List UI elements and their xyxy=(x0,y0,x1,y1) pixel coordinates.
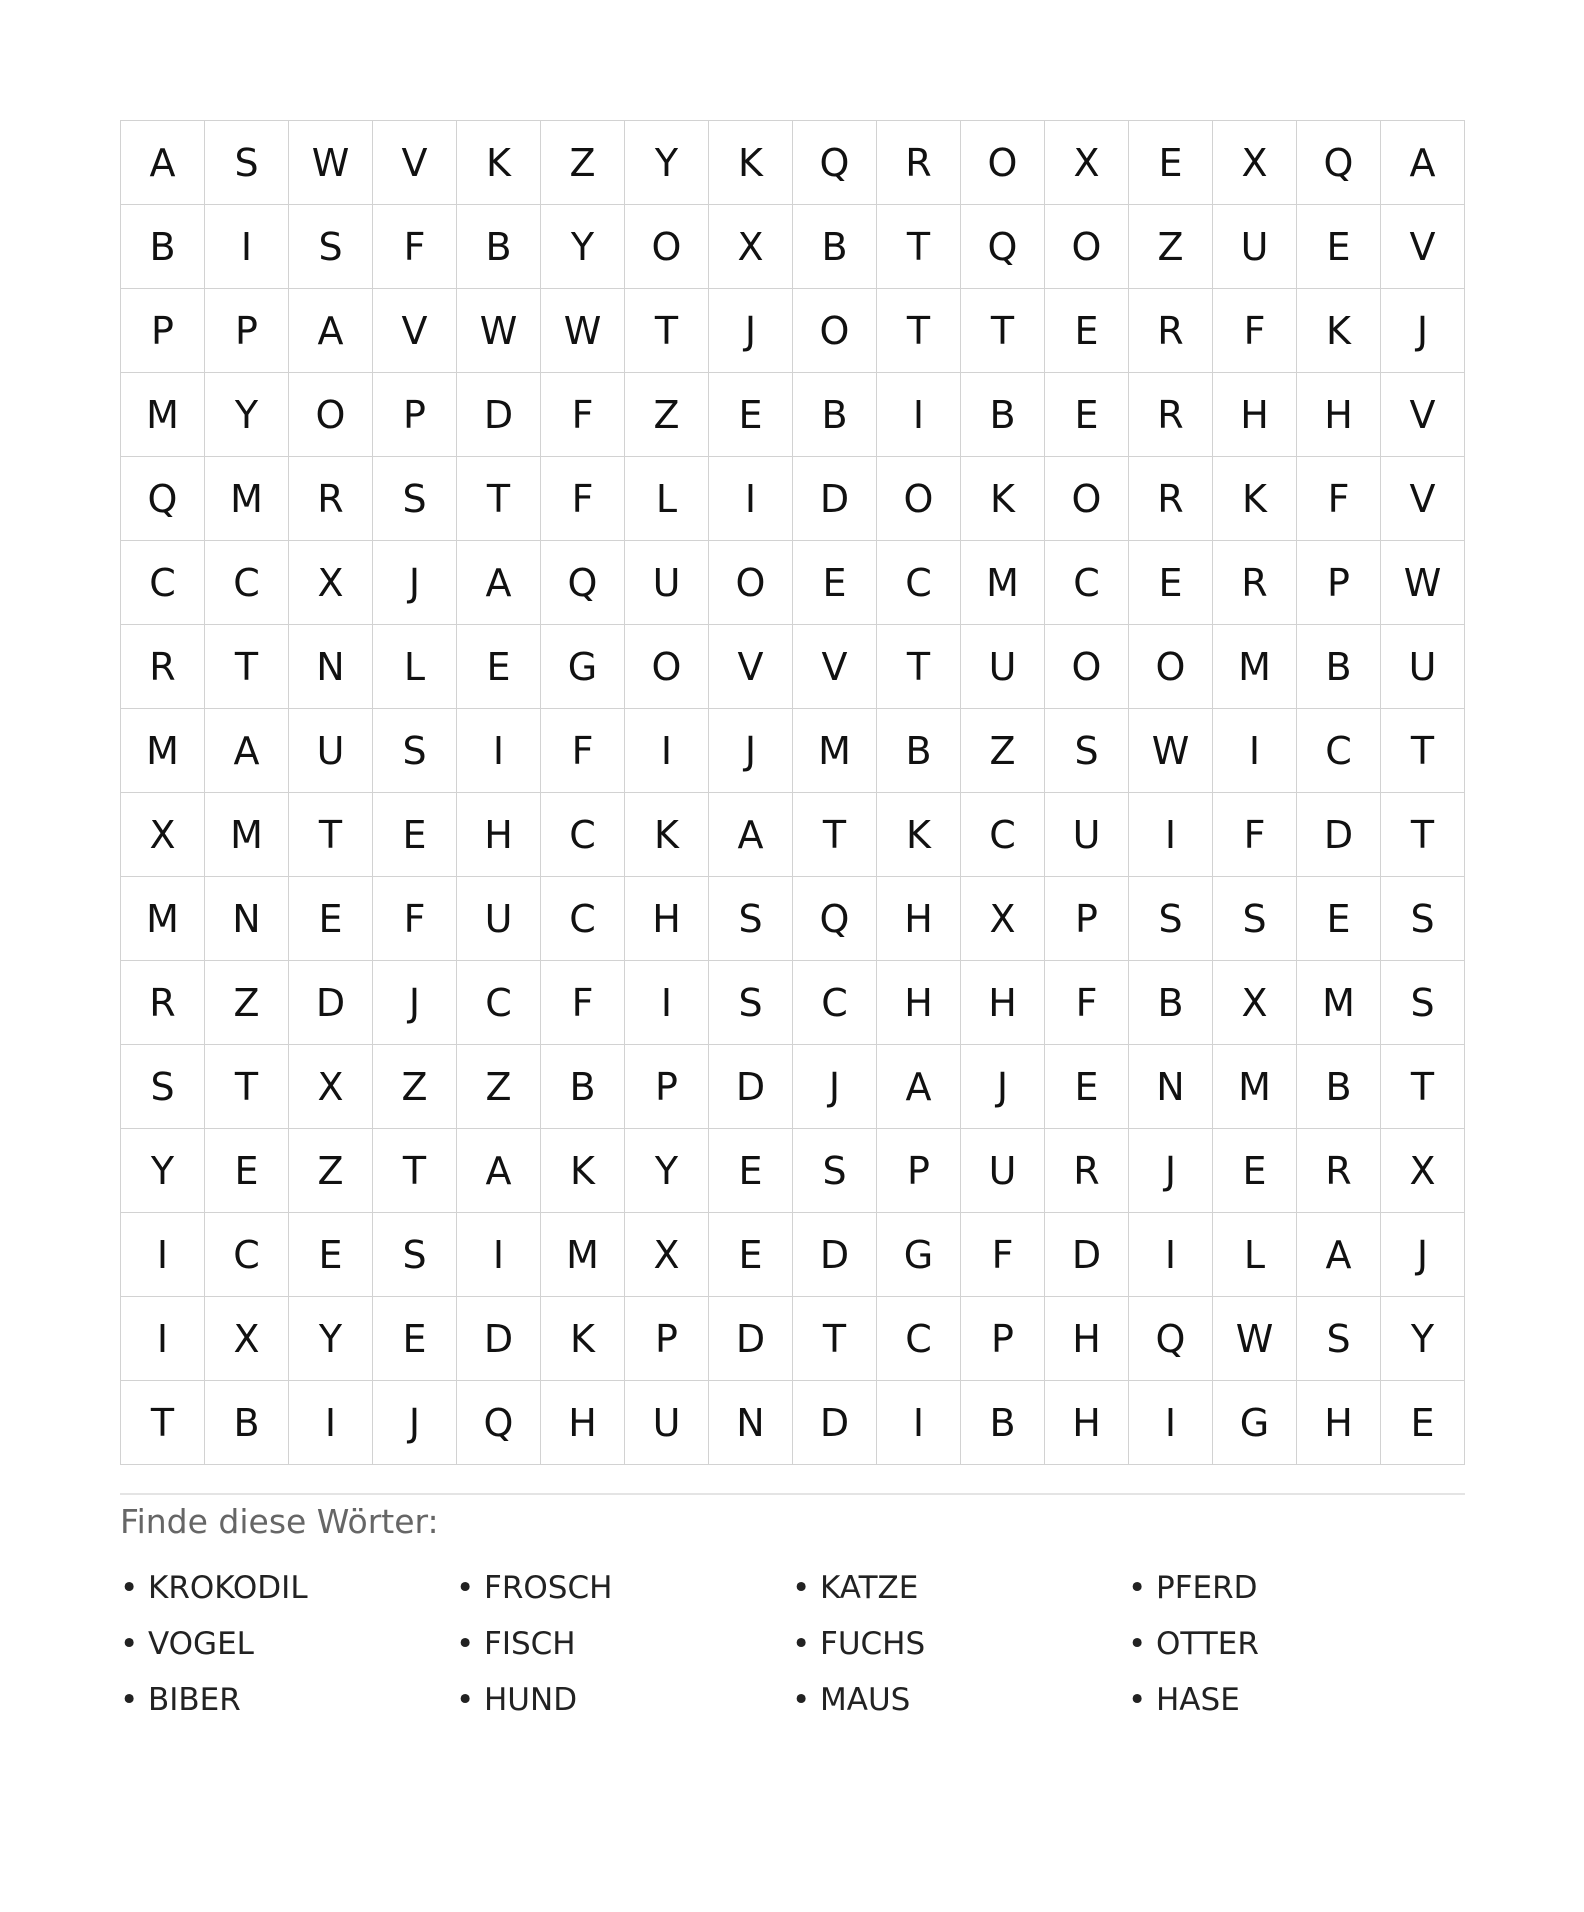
grid-cell[interactable]: P xyxy=(205,289,289,373)
grid-cell[interactable]: S xyxy=(289,205,373,289)
grid-cell[interactable]: Y xyxy=(625,121,709,205)
grid-cell[interactable]: W xyxy=(541,289,625,373)
grid-cell[interactable]: B xyxy=(961,1381,1045,1465)
grid-cell[interactable]: M xyxy=(205,793,289,877)
word-label: BIBER xyxy=(148,1682,241,1718)
grid-cell[interactable]: X xyxy=(205,1297,289,1381)
grid-cell[interactable]: V xyxy=(1381,373,1465,457)
grid-cell[interactable]: U xyxy=(289,709,373,793)
grid-cell[interactable]: F xyxy=(1045,961,1129,1045)
grid-cell[interactable]: J xyxy=(373,541,457,625)
grid-cell[interactable]: N xyxy=(205,877,289,961)
grid-cell[interactable]: F xyxy=(1213,793,1297,877)
grid-cell[interactable]: O xyxy=(793,289,877,373)
grid-cell[interactable]: C xyxy=(1297,709,1381,793)
grid-cell[interactable]: S xyxy=(1381,961,1465,1045)
grid-cell[interactable]: B xyxy=(961,373,1045,457)
grid-cell[interactable]: H xyxy=(877,877,961,961)
grid-cell[interactable]: D xyxy=(1297,793,1381,877)
grid-cell[interactable]: Q xyxy=(457,1381,541,1465)
grid-cell[interactable]: W xyxy=(1129,709,1213,793)
grid-cell[interactable]: N xyxy=(709,1381,793,1465)
bullet-icon: • xyxy=(1128,1682,1147,1718)
grid-cell[interactable]: T xyxy=(205,625,289,709)
grid-cell[interactable]: J xyxy=(1381,1213,1465,1297)
grid-cell[interactable]: M xyxy=(1297,961,1381,1045)
grid-cell[interactable]: X xyxy=(625,1213,709,1297)
word-label: VOGEL xyxy=(148,1626,254,1662)
grid-cell[interactable]: V xyxy=(373,121,457,205)
grid-cell[interactable]: I xyxy=(457,709,541,793)
grid-cell[interactable]: K xyxy=(541,1297,625,1381)
grid-cell[interactable]: R xyxy=(121,625,205,709)
grid-cell[interactable]: J xyxy=(961,1045,1045,1129)
word-label: HASE xyxy=(1156,1682,1240,1718)
grid-cell[interactable]: E xyxy=(1297,205,1381,289)
grid-cell[interactable]: A xyxy=(1297,1213,1381,1297)
grid-cell[interactable]: K xyxy=(1213,457,1297,541)
grid-cell[interactable]: W xyxy=(457,289,541,373)
grid-cell[interactable]: K xyxy=(877,793,961,877)
grid-cell[interactable]: X xyxy=(709,205,793,289)
grid-cell[interactable]: V xyxy=(793,625,877,709)
word-list-item xyxy=(120,1672,456,1728)
grid-cell[interactable]: U xyxy=(457,877,541,961)
grid-cell[interactable]: I xyxy=(205,205,289,289)
grid-cell[interactable]: D xyxy=(1045,1213,1129,1297)
grid-cell[interactable]: O xyxy=(877,457,961,541)
grid-cell[interactable]: Z xyxy=(541,121,625,205)
grid-cell[interactable]: H xyxy=(541,1381,625,1465)
bullet-icon: • xyxy=(456,1626,475,1662)
grid-cell[interactable]: E xyxy=(1045,1045,1129,1129)
grid-cell[interactable]: T xyxy=(457,457,541,541)
grid-cell[interactable]: H xyxy=(1045,1297,1129,1381)
grid-cell[interactable]: T xyxy=(877,625,961,709)
grid-cell[interactable]: R xyxy=(1045,1129,1129,1213)
bullet-icon: • xyxy=(792,1682,811,1718)
grid-cell[interactable]: G xyxy=(877,1213,961,1297)
grid-cell[interactable]: H xyxy=(625,877,709,961)
grid-cell[interactable]: Q xyxy=(793,877,877,961)
grid-cell[interactable]: O xyxy=(625,205,709,289)
grid-cell[interactable]: O xyxy=(1129,625,1213,709)
word-list-item xyxy=(1128,1560,1464,1616)
grid-cell[interactable]: Y xyxy=(1381,1297,1465,1381)
word-label: FROSCH xyxy=(484,1570,613,1606)
grid-cell[interactable]: B xyxy=(877,709,961,793)
grid-cell[interactable]: F xyxy=(961,1213,1045,1297)
grid-cell[interactable]: E xyxy=(373,1297,457,1381)
grid-cell[interactable]: E xyxy=(205,1129,289,1213)
grid-cell[interactable]: A xyxy=(457,541,541,625)
grid-cell[interactable]: D xyxy=(709,1297,793,1381)
grid-cell[interactable]: U xyxy=(1045,793,1129,877)
grid-cell[interactable]: I xyxy=(1129,1381,1213,1465)
grid-cell[interactable]: F xyxy=(373,877,457,961)
grid-cell[interactable]: H xyxy=(1213,373,1297,457)
grid-cell[interactable]: U xyxy=(1381,625,1465,709)
grid-cell[interactable]: Q xyxy=(793,121,877,205)
grid-cell[interactable]: S xyxy=(373,457,457,541)
grid-cell[interactable]: D xyxy=(793,1213,877,1297)
grid-cell[interactable]: A xyxy=(457,1129,541,1213)
grid-cell[interactable]: C xyxy=(457,961,541,1045)
word-label: KROKODIL xyxy=(148,1570,308,1606)
grid-cell[interactable]: C xyxy=(877,541,961,625)
grid-cell[interactable]: Q xyxy=(961,205,1045,289)
grid-cell[interactable]: P xyxy=(121,289,205,373)
grid-cell[interactable]: T xyxy=(373,1129,457,1213)
grid-cell[interactable]: P xyxy=(1045,877,1129,961)
grid-cell[interactable]: E xyxy=(1381,1381,1465,1465)
grid-cell[interactable]: M xyxy=(121,709,205,793)
grid-cell[interactable]: C xyxy=(121,541,205,625)
grid-cell[interactable]: X xyxy=(289,541,373,625)
grid-cell[interactable]: M xyxy=(961,541,1045,625)
grid-cell[interactable]: P xyxy=(877,1129,961,1213)
grid-cell[interactable]: E xyxy=(457,625,541,709)
grid-cell[interactable]: T xyxy=(1381,709,1465,793)
grid-cell[interactable]: I xyxy=(625,709,709,793)
grid-cell[interactable]: Z xyxy=(373,1045,457,1129)
grid-cell[interactable]: E xyxy=(1045,289,1129,373)
word-label: PFERD xyxy=(1156,1570,1258,1606)
grid-cell[interactable]: H xyxy=(1297,373,1381,457)
grid-cell[interactable]: B xyxy=(205,1381,289,1465)
grid-cell[interactable]: T xyxy=(793,1297,877,1381)
grid-cell[interactable]: P xyxy=(625,1297,709,1381)
grid-cell[interactable]: Y xyxy=(625,1129,709,1213)
grid-cell[interactable]: N xyxy=(289,625,373,709)
grid-cell[interactable]: S xyxy=(373,1213,457,1297)
grid-cell[interactable]: U xyxy=(625,541,709,625)
grid-cell[interactable]: S xyxy=(1129,877,1213,961)
grid-cell[interactable]: T xyxy=(877,289,961,373)
grid-cell[interactable]: O xyxy=(289,373,373,457)
grid-cell[interactable]: Y xyxy=(205,373,289,457)
grid-cell[interactable]: P xyxy=(625,1045,709,1129)
bullet-icon: • xyxy=(1128,1570,1147,1606)
grid-cell[interactable]: U xyxy=(961,625,1045,709)
grid-cell[interactable]: X xyxy=(1213,121,1297,205)
grid-cell[interactable]: D xyxy=(289,961,373,1045)
word-list-item xyxy=(456,1672,792,1728)
grid-cell[interactable]: E xyxy=(289,1213,373,1297)
divider xyxy=(120,1493,1465,1495)
grid-cell[interactable]: J xyxy=(1129,1129,1213,1213)
grid-cell[interactable]: E xyxy=(709,1129,793,1213)
grid-cell[interactable]: R xyxy=(1213,541,1297,625)
grid-cell[interactable]: R xyxy=(1129,457,1213,541)
grid-cell[interactable]: B xyxy=(1297,1045,1381,1129)
grid-cell[interactable]: B xyxy=(793,205,877,289)
grid-cell[interactable]: X xyxy=(961,877,1045,961)
word-label: HUND xyxy=(484,1682,578,1718)
grid-cell[interactable]: G xyxy=(541,625,625,709)
grid-cell[interactable]: G xyxy=(1213,1381,1297,1465)
grid-cell[interactable]: I xyxy=(625,961,709,1045)
grid-cell[interactable]: I xyxy=(1129,793,1213,877)
grid-cell[interactable]: L xyxy=(373,625,457,709)
grid-cell[interactable]: Z xyxy=(205,961,289,1045)
word-label: FUCHS xyxy=(820,1626,926,1662)
grid-cell[interactable]: O xyxy=(1045,457,1129,541)
grid-cell[interactable]: M xyxy=(1213,1045,1297,1129)
grid-cell[interactable]: K xyxy=(541,1129,625,1213)
bullet-icon: • xyxy=(792,1570,811,1606)
grid-cell[interactable]: S xyxy=(1381,877,1465,961)
grid-cell[interactable]: C xyxy=(541,793,625,877)
grid-cell[interactable]: K xyxy=(961,457,1045,541)
grid-cell[interactable]: P xyxy=(373,373,457,457)
grid-cell[interactable]: F xyxy=(541,373,625,457)
grid-cell[interactable]: D xyxy=(793,1381,877,1465)
word-list-item xyxy=(1128,1672,1464,1728)
word-list-heading: Finde diese Wörter: xyxy=(120,1502,439,1541)
grid-cell[interactable]: O xyxy=(1045,625,1129,709)
grid-cell[interactable]: I xyxy=(877,1381,961,1465)
grid-cell[interactable]: K xyxy=(457,121,541,205)
grid-cell[interactable]: E xyxy=(1129,121,1213,205)
grid-cell[interactable]: K xyxy=(1297,289,1381,373)
grid-cell[interactable]: S xyxy=(1213,877,1297,961)
grid-cell[interactable]: F xyxy=(373,205,457,289)
grid-cell[interactable]: T xyxy=(793,793,877,877)
grid-cell[interactable]: Q xyxy=(121,457,205,541)
grid-cell[interactable]: O xyxy=(709,541,793,625)
grid-cell[interactable]: J xyxy=(373,1381,457,1465)
grid-cell[interactable]: H xyxy=(457,793,541,877)
grid-cell[interactable]: D xyxy=(457,373,541,457)
grid-cell[interactable]: H xyxy=(1297,1381,1381,1465)
grid-cell[interactable]: E xyxy=(709,373,793,457)
grid-cell[interactable]: F xyxy=(541,457,625,541)
grid-cell[interactable]: V xyxy=(709,625,793,709)
grid-cell[interactable]: P xyxy=(961,1297,1045,1381)
grid-cell[interactable]: U xyxy=(1213,205,1297,289)
bullet-icon: • xyxy=(456,1570,475,1606)
word-list-item xyxy=(792,1616,1128,1672)
grid-cell[interactable]: F xyxy=(541,961,625,1045)
grid-cell[interactable]: O xyxy=(625,625,709,709)
word-label: MAUS xyxy=(820,1682,911,1718)
grid-cell[interactable]: N xyxy=(1129,1045,1213,1129)
grid-cell[interactable]: R xyxy=(1129,373,1213,457)
grid-cell[interactable]: J xyxy=(373,961,457,1045)
grid-cell[interactable]: X xyxy=(1045,121,1129,205)
grid-cell[interactable]: P xyxy=(1297,541,1381,625)
grid-cell[interactable]: L xyxy=(1213,1213,1297,1297)
bullet-icon: • xyxy=(120,1626,139,1662)
grid-cell[interactable]: I xyxy=(457,1213,541,1297)
grid-cell[interactable]: R xyxy=(1129,289,1213,373)
grid-cell[interactable]: A xyxy=(289,289,373,373)
grid-cell[interactable]: M xyxy=(121,877,205,961)
grid-cell[interactable]: R xyxy=(1297,1129,1381,1213)
grid-cell[interactable]: R xyxy=(289,457,373,541)
grid-cell[interactable]: J xyxy=(709,289,793,373)
grid-cell[interactable]: E xyxy=(1297,877,1381,961)
grid-cell[interactable]: C xyxy=(205,541,289,625)
grid-cell[interactable]: E xyxy=(709,1213,793,1297)
word-list-item xyxy=(1128,1616,1464,1672)
grid-cell[interactable]: X xyxy=(289,1045,373,1129)
word-list-item xyxy=(792,1560,1128,1616)
word-list xyxy=(120,1560,1465,1728)
grid-cell[interactable]: D xyxy=(709,1045,793,1129)
grid-cell[interactable]: M xyxy=(121,373,205,457)
word-label: OTTER xyxy=(1156,1626,1259,1662)
word-label: KATZE xyxy=(820,1570,919,1606)
grid-cell[interactable]: W xyxy=(1213,1297,1297,1381)
grid-cell[interactable]: D xyxy=(457,1297,541,1381)
grid-cell[interactable]: C xyxy=(877,1297,961,1381)
grid-cell[interactable]: B xyxy=(1297,625,1381,709)
grid-cell[interactable]: S xyxy=(709,961,793,1045)
bullet-icon: • xyxy=(1128,1626,1147,1662)
grid-cell[interactable]: H xyxy=(1045,1381,1129,1465)
grid-cell[interactable]: V xyxy=(1381,205,1465,289)
grid-cell[interactable]: Q xyxy=(1129,1297,1213,1381)
grid-cell[interactable]: X xyxy=(1381,1129,1465,1213)
grid-cell[interactable]: T xyxy=(1381,793,1465,877)
grid-cell[interactable]: C xyxy=(793,961,877,1045)
grid-cell[interactable]: T xyxy=(961,289,1045,373)
grid-cell[interactable]: B xyxy=(121,205,205,289)
grid-cell[interactable]: I xyxy=(1213,709,1297,793)
grid-cell[interactable]: S xyxy=(205,121,289,205)
grid-cell[interactable]: O xyxy=(1045,205,1129,289)
grid-cell[interactable]: R xyxy=(877,121,961,205)
grid-cell[interactable]: M xyxy=(1213,625,1297,709)
grid-cell[interactable]: I xyxy=(877,373,961,457)
grid-cell[interactable]: S xyxy=(1045,709,1129,793)
grid-cell[interactable]: A xyxy=(121,121,205,205)
grid-cell[interactable]: W xyxy=(289,121,373,205)
letter-grid xyxy=(120,120,1465,1465)
grid-cell[interactable]: U xyxy=(961,1129,1045,1213)
grid-cell[interactable]: L xyxy=(625,457,709,541)
grid-cell[interactable]: Z xyxy=(961,709,1045,793)
grid-cell[interactable]: D xyxy=(793,457,877,541)
grid-cell[interactable]: Z xyxy=(457,1045,541,1129)
grid-cell[interactable]: S xyxy=(373,709,457,793)
grid-cell[interactable]: A xyxy=(877,1045,961,1129)
grid-cell[interactable]: W xyxy=(1381,541,1465,625)
bullet-icon: • xyxy=(120,1682,139,1718)
grid-cell[interactable]: H xyxy=(877,961,961,1045)
grid-cell[interactable]: A xyxy=(709,793,793,877)
grid-cell[interactable]: Y xyxy=(289,1297,373,1381)
grid-cell[interactable]: S xyxy=(709,877,793,961)
grid-cell[interactable]: A xyxy=(205,709,289,793)
grid-cell[interactable]: R xyxy=(121,961,205,1045)
grid-cell[interactable]: B xyxy=(457,205,541,289)
grid-cell[interactable]: I xyxy=(121,1297,205,1381)
grid-cell[interactable]: Y xyxy=(121,1129,205,1213)
grid-cell[interactable]: V xyxy=(373,289,457,373)
word-list-item xyxy=(456,1616,792,1672)
grid-cell[interactable]: H xyxy=(961,961,1045,1045)
word-list-item xyxy=(120,1616,456,1672)
grid-cell[interactable]: B xyxy=(541,1045,625,1129)
grid-cell[interactable]: A xyxy=(1381,121,1465,205)
grid-cell[interactable]: Y xyxy=(541,205,625,289)
grid-cell[interactable]: Q xyxy=(1297,121,1381,205)
bullet-icon: • xyxy=(456,1682,475,1718)
grid-cell[interactable]: Z xyxy=(1129,205,1213,289)
grid-cell[interactable]: E xyxy=(289,877,373,961)
grid-cell[interactable]: F xyxy=(1297,457,1381,541)
grid-cell[interactable]: F xyxy=(541,709,625,793)
grid-cell[interactable]: B xyxy=(793,373,877,457)
grid-cell[interactable]: X xyxy=(1213,961,1297,1045)
grid-cell[interactable]: X xyxy=(121,793,205,877)
grid-cell[interactable]: B xyxy=(1129,961,1213,1045)
word-list-item xyxy=(456,1560,792,1616)
grid-cell[interactable]: T xyxy=(877,205,961,289)
grid-cell[interactable]: Q xyxy=(541,541,625,625)
grid-cell[interactable]: J xyxy=(709,709,793,793)
grid-cell[interactable]: E xyxy=(1213,1129,1297,1213)
grid-cell[interactable]: U xyxy=(625,1381,709,1465)
grid-cell[interactable]: M xyxy=(793,709,877,793)
grid-cell[interactable]: S xyxy=(793,1129,877,1213)
grid-cell[interactable]: Z xyxy=(625,373,709,457)
grid-cell[interactable]: S xyxy=(1297,1297,1381,1381)
grid-cell[interactable]: M xyxy=(205,457,289,541)
grid-cell[interactable]: F xyxy=(1213,289,1297,373)
grid-cell[interactable]: I xyxy=(1129,1213,1213,1297)
grid-cell[interactable]: Z xyxy=(289,1129,373,1213)
grid-cell[interactable]: T xyxy=(1381,1045,1465,1129)
word-list-item xyxy=(120,1560,456,1616)
grid-cell[interactable]: I xyxy=(121,1213,205,1297)
grid-cell[interactable]: C xyxy=(961,793,1045,877)
grid-cell[interactable]: T xyxy=(121,1381,205,1465)
grid-cell[interactable]: E xyxy=(1045,373,1129,457)
grid-cell[interactable]: C xyxy=(541,877,625,961)
grid-cell[interactable]: S xyxy=(121,1045,205,1129)
grid-cell[interactable]: T xyxy=(205,1045,289,1129)
grid-cell[interactable]: K xyxy=(709,121,793,205)
word-list-item xyxy=(792,1672,1128,1728)
grid-cell[interactable]: V xyxy=(1381,457,1465,541)
grid-cell[interactable]: E xyxy=(1129,541,1213,625)
grid-cell[interactable]: E xyxy=(793,541,877,625)
grid-cell[interactable]: E xyxy=(373,793,457,877)
grid-cell[interactable]: I xyxy=(709,457,793,541)
grid-cell[interactable]: M xyxy=(541,1213,625,1297)
grid-cell[interactable]: C xyxy=(1045,541,1129,625)
bullet-icon: • xyxy=(120,1570,139,1606)
grid-cell[interactable]: O xyxy=(961,121,1045,205)
word-label: FISCH xyxy=(484,1626,576,1662)
grid-cell[interactable]: T xyxy=(625,289,709,373)
grid-cell[interactable]: C xyxy=(205,1213,289,1297)
grid-cell[interactable]: T xyxy=(289,793,373,877)
grid-cell[interactable]: J xyxy=(1381,289,1465,373)
bullet-icon: • xyxy=(792,1626,811,1662)
grid-cell[interactable]: I xyxy=(289,1381,373,1465)
grid-cell[interactable]: J xyxy=(793,1045,877,1129)
grid-cell[interactable]: K xyxy=(625,793,709,877)
